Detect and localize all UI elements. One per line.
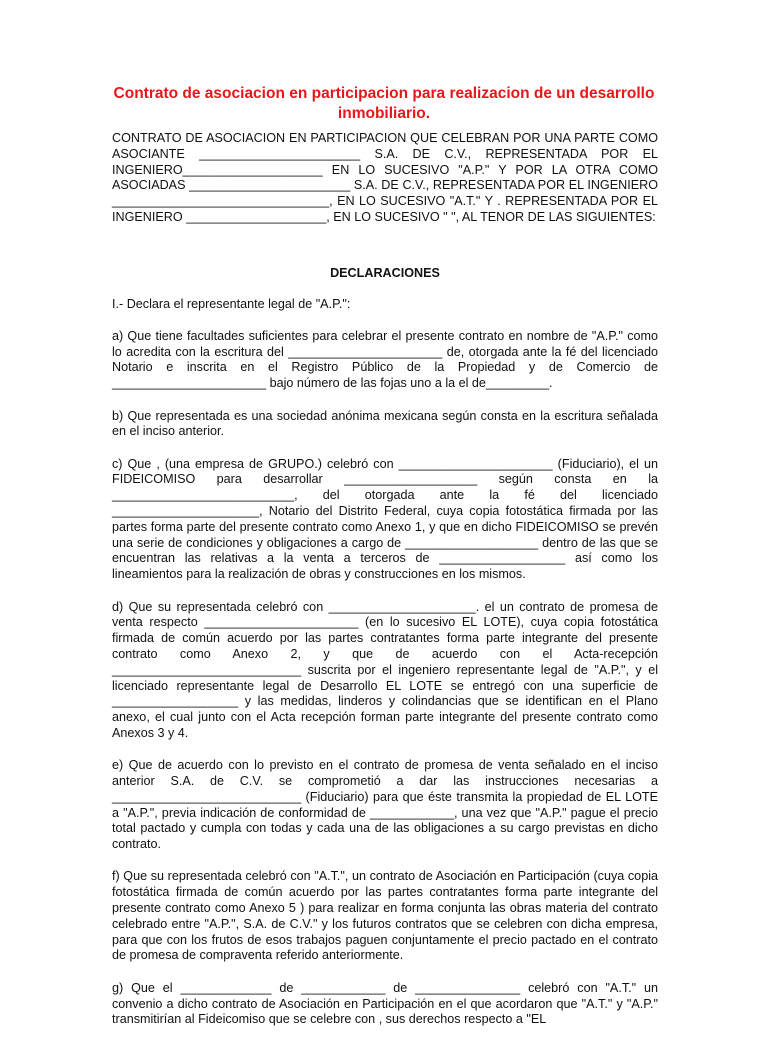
clause-g: g) Que el _____________ de ____________ de _______________ celebró con "A.T." un convenio a dicho contrato de Asociación en Participación en el que acordaron que "A.T." y "A.P." transmitirían al Fideicomiso que se celebre con , sus derechos respecto a "EL [112, 980, 658, 1027]
clause-e: e) Que de acuerdo con lo previsto en el contrato de promesa de venta señalado en el inciso anterior S.A. de C.V. se comprometió a dar las instrucciones necesarias a ___________________________ (Fiduciario) para que éste transmita la propiedad de EL LOTE a "A.P.", previa indicación de conformidad de ____________, una vez que "A.P." pague el precio total pactado y cumpla con todas y cada una de las obligaciones a su cargo previstas en dicho contrato. [112, 758, 658, 852]
section-heading-declaraciones: DECLARACIONES [330, 265, 440, 280]
clause-f: f) Que su representada celebró con "A.T.", un contrato de Asociación en Participación (cuya copia fotostática firmada de común acuerdo por las partes contratantes forma parte integrante del presente contrato como Anexo 5 ) para realizar en forma conjunta las obras materia del contrato celebrado entre "A.P.", S.A. de C.V." y los futuros contratos que se celebren con dicha empresa, para que con los frutos de esos trabajos paguen conjuntamente el precio pactado en el contrato de promesa de compraventa referido anteriormente. [112, 869, 658, 963]
clause-b: b) Que representada es una sociedad anónima mexicana según consta en la escritura señalada en el inciso anterior. [112, 408, 658, 439]
document-title: Contrato de asociacion en participacion para realizacion de un desarrollo inmobiliario. [113, 85, 655, 122]
contract-intro: CONTRATO DE ASOCIACION EN PARTICIPACION QUE CELEBRAN POR UNA PARTE COMO ASOCIANTE _______________________ S.A. DE C.V., REPRESENTADA POR EL INGENIERO____________________ EN LO SUCESIVO "A.P." Y POR LA OTRA COMO ASOCIADAS _______________________ S.A. DE C.V., REPRESENTADA POR EL INGENIERO _______________________________, EN LO SUCESIVO "A.T." Y . REPRESENTADA POR EL INGENIERO ____________________, EN LO SUCESIVO " ", AL TENOR DE LAS SIGUIENTES: [112, 131, 658, 224]
clause-i: I.- Declara el representante legal de "A.P.": [112, 296, 351, 311]
clause-a: a) Que tiene facultades suficientes para celebrar el presente contrato en nombre de "A.P." como lo acredita con la escritura del ______________________ de, otorgada ante la fé del licenciado Notario e inscrita en el Registro Público de la Propiedad y de Comercio de ______________________ bajo número de las fojas uno a la el de_________. [112, 328, 658, 391]
clause-d: d) Que su representada celebró con _____________________. el un contrato de promesa de venta respecto ______________________ (en lo sucesivo EL LOTE), cuya copia fotostática firmada de común acuerdo por las partes contratantes forma parte integrante del presente contrato como Anexo 2, y que de acuerdo con el Acta-recepción ___________________________ suscrita por el ingeniero representante legal de "A.P.", y el licenciado representante legal de Desarrollo EL LOTE se entregó con una superficie de __________________ y las medidas, linderos y colindancias que se identifican en el Plano anexo, el cual junto con el Acta recepción forman parte integrante del presente contrato como Anexos 3 y 4. [112, 599, 658, 740]
clause-c: c) Que , (una empresa de GRUPO.) celebró con ______________________ (Fiduciario), el un FIDEICOMISO para desarrollar ___________________ según consta en la __________________________, del otorgada ante la fé del licenciado _____________________, Notario del Distrito Federal, cuya copia fotostática firmada por las partes forma parte del presente contrato como Anexo 1, y que en dicho FIDEICOMISO se prevén una serie de condiciones y obligaciones a cargo de ___________________ dentro de las que se encuentran las relativas a la venta a terceros de __________________ así como los lineamientos para la realización de obras y construcciones en los mismos. [112, 456, 658, 582]
document-body [112, 131, 658, 1045]
